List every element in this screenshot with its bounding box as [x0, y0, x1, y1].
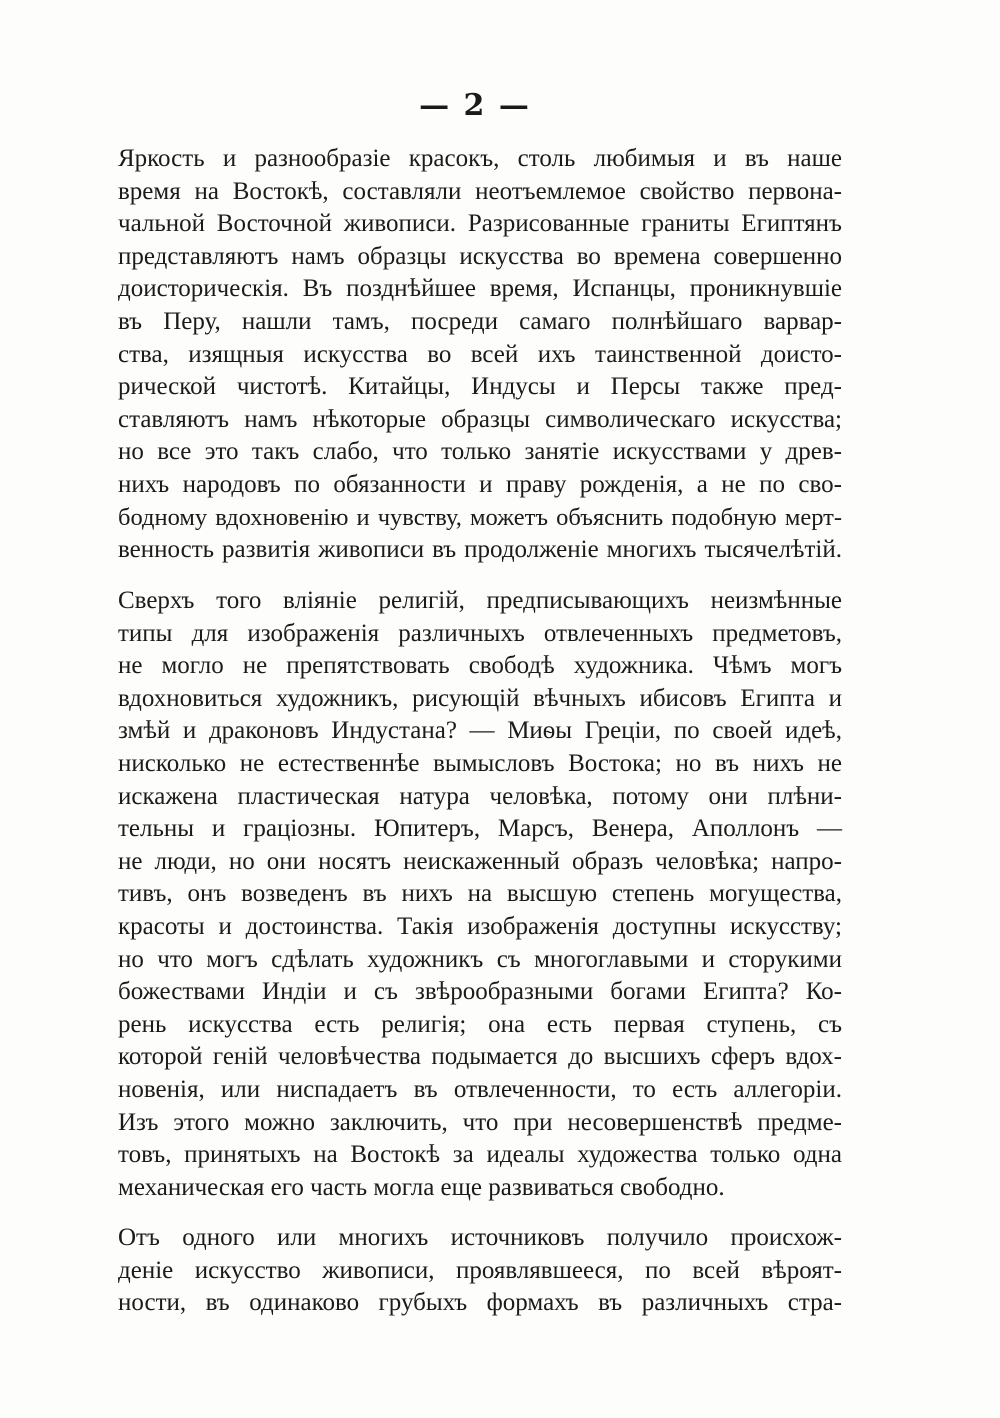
text-line: чальной Восточной живописи. Разрисованные граниты Египтянъ: [118, 210, 842, 238]
text-line: Яркость и разнообразіе красокъ, столь любимыя и въ наше: [118, 145, 842, 172]
text-line: не могло не препятствовать свободѣ художника. Чѣмъ могъ: [118, 652, 842, 680]
text-line: венность развитія живописи въ продолженіе многихъ тысячелѣтій.: [118, 536, 842, 564]
text-line: представляютъ намъ образцы искусства во времена совершенно: [118, 242, 842, 270]
text-line: вдохновиться художникъ, рисующій вѣчныхъ ибисовъ Египта и: [118, 684, 842, 712]
text-line: товъ, принятыхъ на Востокѣ за идеалы художества только одна: [118, 1141, 842, 1169]
text-line: тельны и граціозны. Юпитеръ, Марсъ, Венера, Аполлонъ —: [118, 815, 842, 843]
text-line: рической чистотѣ. Китайцы, Индусы и Персы также пред-: [118, 373, 842, 401]
text-line: ства, изящныя искусства во всей ихъ таинственной доисто-: [118, 340, 842, 368]
text-line: змѣй и драконовъ Индустана? — Миѳы Греціи, по своей идеѣ,: [118, 717, 842, 745]
text-line: время на Востокѣ, составляли неотъемлемое свойство первона-: [118, 177, 842, 205]
text-line: красоты и достоинства. Такія изображенія доступны искусству;: [118, 912, 842, 940]
text-line: бодному вдохновенію и чувству, можетъ объяснить подобную мерт-: [118, 503, 842, 531]
text-line: искажена пластическая натура человѣка, потому они плѣни-: [118, 782, 842, 810]
text-line: которой геній человѣчества подымается до высшихъ сферъ вдох-: [118, 1043, 842, 1071]
text-line: механическая его часть могла еще развиваться свободно.: [118, 1173, 725, 1201]
page-number: — 2 —: [419, 88, 531, 123]
text-line: но что могъ сдѣлать художникъ съ многоглавыми и сторукими: [118, 945, 842, 973]
text-line: ности, въ одинаково грубыхъ формахъ въ различныхъ стра-: [118, 1289, 842, 1317]
text-line: но все это такъ слабо, что только занятіе искусствами у древ-: [118, 438, 842, 466]
text-line: божествами Индіи и съ звѣрообразными богами Египта? Ко-: [118, 978, 842, 1006]
text-line: тивъ, онъ возведенъ въ нихъ на высшую степень могущества,: [118, 880, 842, 908]
text-line: не люди, но они носятъ неискаженный образъ человѣка; напро-: [118, 847, 842, 875]
text-line: нисколько не естественнѣе вымысловъ Востока; но въ нихъ не: [118, 749, 842, 777]
paragraph-2: [118, 585, 842, 1204]
text-line: Отъ одного или многихъ источниковъ получило происхож-: [118, 1224, 842, 1251]
text-line: въ Перу, нашли тамъ, посреди самаго полнѣйшаго варвар-: [118, 307, 842, 335]
paragraph-3: [118, 1222, 842, 1320]
text-line: Изъ этого можно заключить, что при несовершенствѣ предме-: [118, 1108, 842, 1136]
text-line: деніе искусство живописи, проявлявшееся, по всей вѣроят-: [118, 1256, 842, 1284]
text-line: ставляютъ намъ нѣкоторые образцы символическаго искусства;: [118, 405, 842, 433]
text-line: нихъ народовъ по обязанности и праву рожденія, а не по сво-: [118, 470, 842, 498]
text-line: рень искусства есть религія; она есть первая ступень, съ: [118, 1010, 842, 1038]
text-line: типы для изображенія различныхъ отвлеченныхъ предметовъ,: [118, 619, 842, 647]
text-line: Сверхъ того вліяніе религій, предписывающихъ неизмѣнные: [118, 587, 842, 614]
text-line: новенія, или ниспадаетъ въ отвлеченности, то есть аллегоріи.: [118, 1075, 842, 1103]
paragraph-1: [118, 143, 842, 567]
text-line: доисторическія. Въ позднѣйшее время, Испанцы, проникнувшіе: [118, 275, 842, 303]
